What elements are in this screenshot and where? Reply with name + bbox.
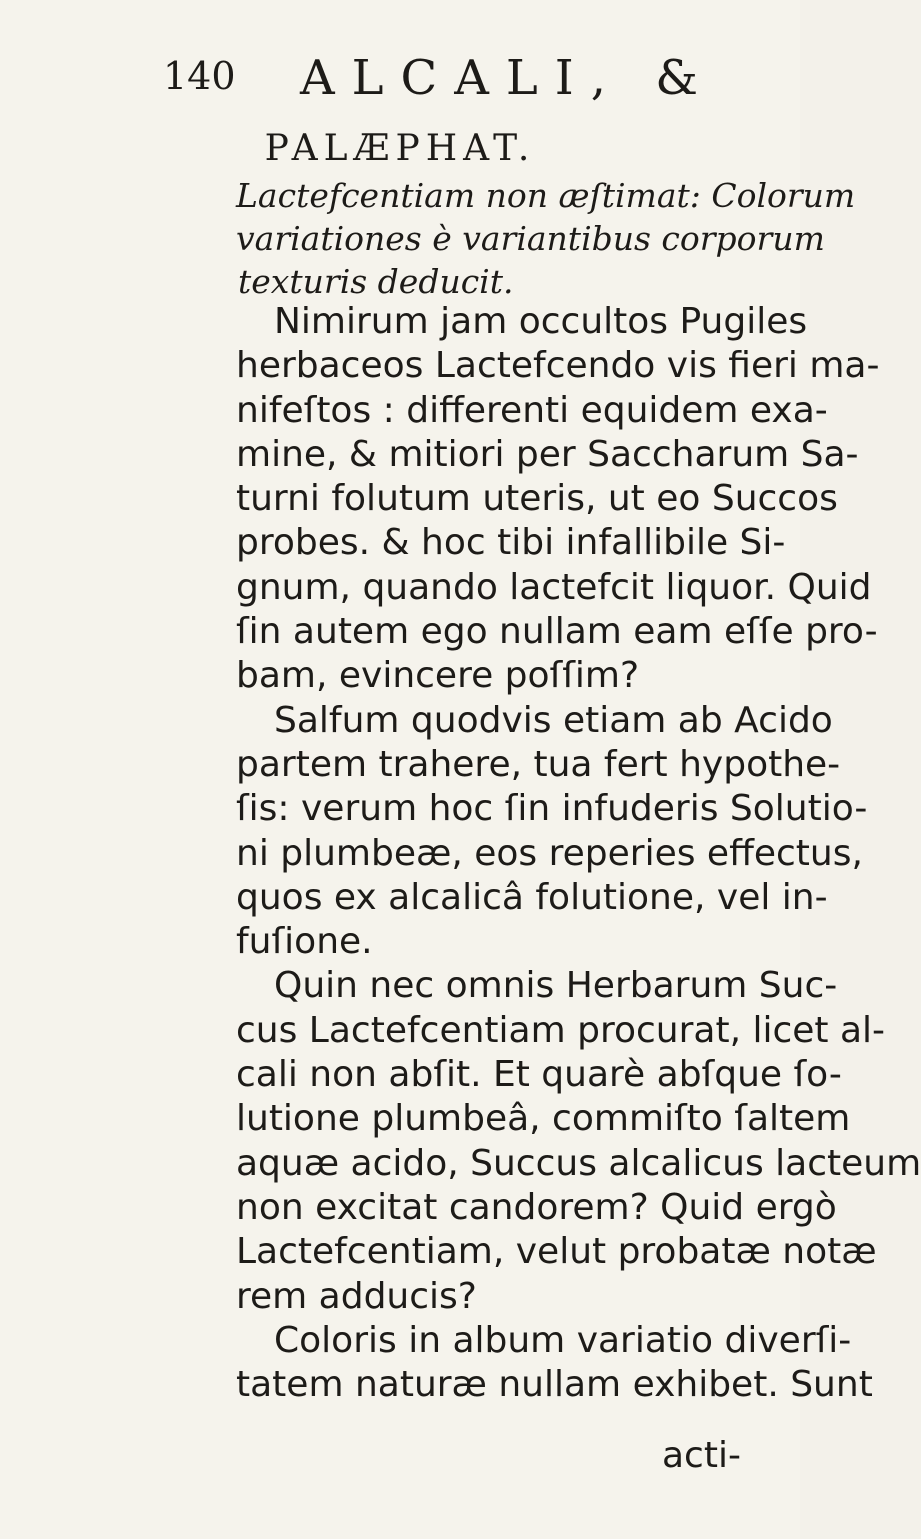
text-line: ſin autem ego nullam eam eſſe pro- (236, 611, 878, 653)
text-line: ni plumbeæ, eos reperies effectus, (236, 832, 863, 874)
text-line: Quin nec omnis Herbarum Suc- (274, 965, 838, 1007)
section-title: PALÆPHAT. (264, 128, 536, 169)
text-line: probes. & hoc tibi infallibile Si- (236, 522, 786, 564)
text-line: cali non abſit. Et quarè abſque ſo- (236, 1054, 842, 1096)
text-line: Salfum quodvis etiam ab Acido (274, 699, 833, 741)
text-line: herbaceos Lactefcendo vis fieri ma- (236, 345, 880, 387)
section-summary (236, 174, 856, 303)
text-line: Coloris in album variatio diverſi- (274, 1319, 852, 1361)
text-line: nifeſtos : differenti equidem exa- (236, 389, 828, 431)
text-line: turni folutum uteris, ut eo Succos (236, 478, 838, 520)
running-title: ALCALI, & (300, 50, 716, 106)
summary-line: variationes è variantibus corporum (236, 219, 825, 258)
text-line: Lactefcentiam, velut probatæ notæ (236, 1231, 877, 1273)
text-line: gnum, quando lactefcit liquor. Quid (236, 566, 872, 608)
text-line: bam, evincere poſſim? (236, 655, 640, 697)
page-number: 140 (163, 54, 236, 98)
summary-line: Lactefcentiam non æſtimat: Colorum (236, 176, 856, 215)
catchword: acti- (662, 1435, 741, 1476)
text-line: cus Lactefcentiam procurat, licet al- (236, 1009, 886, 1051)
text-line: Nimirum jam occultos Pugiles (274, 301, 808, 342)
page-header (0, 42, 800, 106)
text-line: fuſione. (236, 921, 373, 963)
text-line: non excitat candorem? Quid ergò (236, 1186, 837, 1228)
text-line: mine, & mitiori per Saccharum Sa- (236, 433, 859, 475)
body-text (236, 300, 921, 1407)
summary-line: texturis deducit. (238, 262, 514, 301)
text-line: ſis: verum hoc ſin infuderis Solutio- (236, 788, 868, 830)
text-line: aquæ acido, Succus alcalicus lacteum (236, 1142, 921, 1184)
text-line: partem trahere, tua fert hypothe- (236, 743, 841, 785)
text-line: quos ex alcalicâ folutione, vel in- (236, 876, 828, 918)
text-line: rem adducis? (236, 1275, 477, 1317)
text-line: lutione plumbeâ, commiſto ſaltem (236, 1098, 851, 1140)
text-line: tatem naturæ nullam exhibet. Sunt (236, 1364, 873, 1406)
